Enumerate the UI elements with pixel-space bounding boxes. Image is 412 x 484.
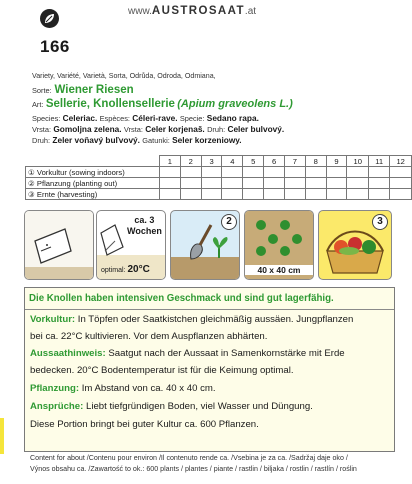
feature-highlight: Die Knollen haben intensiven Geschmack und sind gut lagerfähig.: [29, 293, 334, 304]
month-header: 4: [222, 156, 243, 167]
step-number-2: 2: [221, 214, 237, 230]
species-translation-line: Druh: Zeler voňavý buľvový. Gatunki: Seler korzeniowy.: [32, 135, 242, 145]
month-header: 10: [347, 156, 369, 167]
growing-calendar: [25, 155, 412, 200]
instruction-ansprueche: Ansprüche: Liebt tiefgründigen Boden, viel Wasser und Düngung.: [30, 401, 313, 412]
calendar-row-label: ② Pflanzung (planting out): [26, 178, 160, 189]
content-yield-line: Výnos obsahu ca. /Zawartość to ok.: 600 plants / plantes / piante / rastlin / biljaka / rostlin / rastlín / roślin: [30, 465, 357, 473]
step-planting-illustration: [170, 210, 240, 280]
seedling-icon: [213, 237, 228, 258]
brand-logo-icon: [40, 9, 59, 28]
variety-name-line: Sorte: Wiener Riesen: [32, 84, 134, 96]
species-name-line: Art: Sellerie, Knollensellerie (Apium graveolens L.): [32, 98, 293, 110]
product-code: 166: [40, 37, 70, 56]
month-header: 1: [160, 156, 181, 167]
growing-instructions: [24, 287, 395, 452]
step-spacing-illustration: [244, 210, 314, 280]
cultivation-steps: [24, 210, 391, 281]
month-header: 5: [243, 156, 264, 167]
month-header: 12: [390, 156, 412, 167]
trowel-icon: [191, 225, 211, 259]
optimal-temperature: optimal: 20°C: [101, 264, 150, 275]
step-sowing-illustration: [24, 210, 94, 280]
edge-color-bar: [0, 418, 4, 454]
instruction-aussaat: Aussaathinweis: Saatgut nach der Aussaat in Samenkornstärke mit Erde: [30, 348, 345, 359]
month-header: 3: [201, 156, 222, 167]
month-header: 6: [264, 156, 285, 167]
calendar-row-sowing: [26, 167, 412, 178]
seed-tray-icon: [101, 225, 123, 255]
spacing-label: 40 x 40 cm: [245, 265, 313, 275]
instruction-vorkultur: Vorkultur: In Töpfen oder Saatkistchen gleichmäßig aussäen. Jungpflanzen: [30, 314, 354, 325]
calendar-row-harvest: [26, 189, 412, 200]
month-header: 8: [305, 156, 326, 167]
calendar-row-label: ③ Ernte (harvesting): [26, 189, 160, 200]
step-harvest-illustration: [318, 210, 392, 280]
germination-weeks-label: ca. 3 Wochen: [127, 215, 162, 236]
calendar-row-planting: [26, 178, 412, 189]
step-number-3: 3: [372, 214, 388, 230]
content-yield-line: Content for about /Contenu pour environ /Il contenuto rende ca. /Vsebina je za ca. /Sadržaj daje oko /: [30, 454, 348, 462]
instruction-pflanzung: Pflanzung: Im Abstand von ca. 40 x 40 cm.: [30, 383, 216, 394]
calendar-header-row: [26, 156, 412, 167]
month-header: 11: [368, 156, 389, 167]
vegetable-basket-icon: [327, 232, 383, 274]
month-header: 9: [326, 156, 347, 167]
divider: [25, 309, 394, 310]
website-url[interactable]: www.AUSTROSAAT.at: [128, 5, 257, 17]
instruction-vorkultur-cont: bei ca. 22°C kultivieren. Vor dem Auspflanzen abhärten.: [30, 331, 268, 342]
month-header: 7: [284, 156, 305, 167]
portion-yield: Diese Portion bringt bei guter Kultur ca. 600 Pflanzen.: [30, 419, 259, 430]
variety-translations: Variety, Variété, Varietà, Sorta, Odrůda, Odroda, Odmiana,: [32, 72, 216, 80]
step-germination-info: [96, 210, 166, 280]
species-translation-line: Species: Celeriac. Espèces: Céleri-rave. Specie: Sedano rapa.: [32, 113, 259, 123]
calendar-row-label: ① Vorkultur (sowing indoors): [26, 167, 160, 178]
species-translation-line: Vrsta: Gomoljna zelena. Vrsta: Celer korjenaš. Druh: Celer bulvový.: [32, 124, 285, 134]
month-header: 2: [180, 156, 201, 167]
instruction-aussaat-cont: bedecken. 20°C Bodentemperatur ist für die Keimung optimal.: [30, 365, 294, 376]
